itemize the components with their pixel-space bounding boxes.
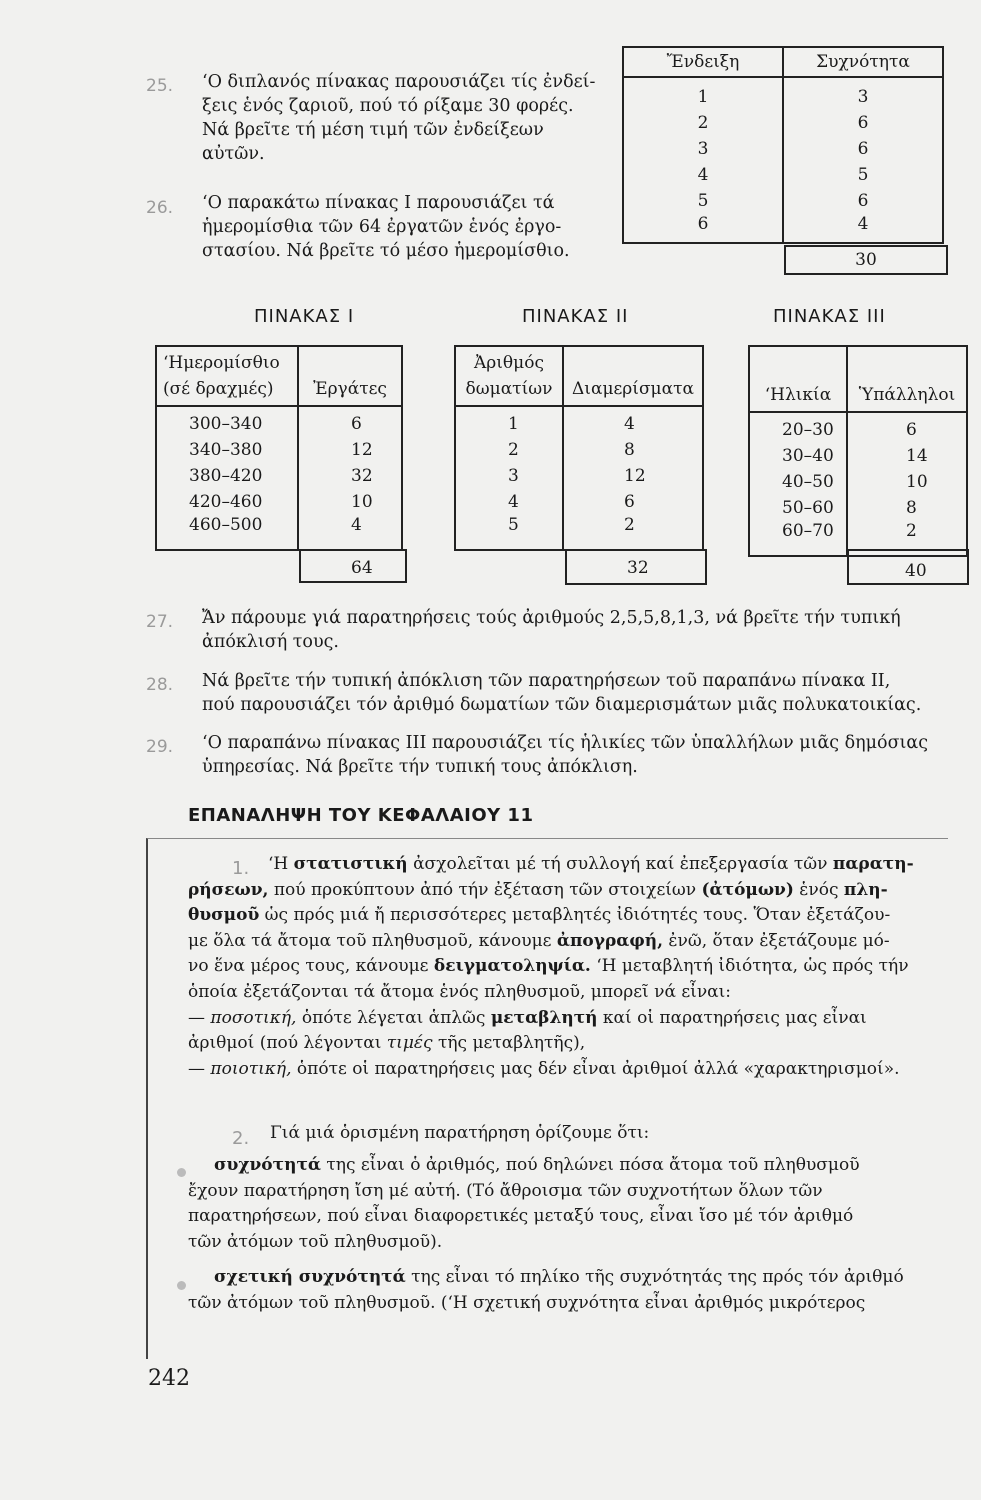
table-cell: 12 <box>563 463 703 489</box>
review-item-2-number: 2. <box>232 1128 250 1149</box>
text-run: ὁπότε λέγεται ἁπλῶς <box>296 1007 491 1028</box>
header-line: (σέ δραχμές) <box>163 379 274 399</box>
table-3-title: ΠΙΝΑΚΑΣ ΙΙΙ <box>773 306 886 327</box>
term-statistics: στατιστική <box>293 854 408 874</box>
review-heading: ΕΠΑΝΑΛΗΨΗ ΤΟΥ ΚΕΦΑΛΑΙΟΥ 11 <box>188 805 534 826</box>
text-line: ξεις ἑνός ζαριοῦ, πού τό ρίξαμε 30 φορές. <box>202 96 574 116</box>
table-3-header-age: ‘Ηλικία <box>749 346 847 412</box>
exercise-27-number: 27. <box>146 612 174 632</box>
table-cell: 2 <box>455 437 563 463</box>
text-line <box>188 903 938 929</box>
text-run: ὡς πρός μιά ἤ περισσότερες μεταβλητές ἰδιότητές τους. Ὅταν ἐξετάζου- <box>259 905 891 926</box>
text-line <box>188 1057 938 1083</box>
term-census: ἀπογραφή, <box>556 930 664 951</box>
table-cell: 4 <box>783 214 943 243</box>
text-line <box>188 878 938 904</box>
text-line: ἡμερομίσθια τῶν 64 ἐργατῶν ἑνός ἐργο- <box>202 217 562 237</box>
text-line: ‘Ο παρακάτω πίνακας Ι παρουσιάζει τά <box>202 193 555 213</box>
table-1 <box>155 345 403 551</box>
table-cell: 60–70 <box>749 521 847 556</box>
table-2-title: ΠΙΝΑΚΑΣ ΙΙ <box>522 306 629 327</box>
table-cell: 2 <box>563 515 703 550</box>
text-line: ‘Ο διπλανός πίνακας παρουσιάζει τίς ἐνδεί- <box>202 72 596 92</box>
header-line: ‘Ημερομίσθιο <box>163 353 280 373</box>
exercise-25-text <box>202 70 595 166</box>
table-cell: 3 <box>783 77 943 110</box>
table-cell: 6 <box>783 110 943 136</box>
exercise-28-text <box>202 669 921 717</box>
text-line: αὐτῶν. <box>202 144 265 164</box>
text-line: Νά βρεῖτε τή μέση τιμή τῶν ἐνδείξεων <box>202 120 544 140</box>
text-run: ‘Η μεταβλητή ἰδιότητα, ὡς πρός τήν <box>590 956 909 977</box>
table-cell: 1 <box>455 406 563 437</box>
text-run: νο ἕνα μέρος τους, κάνουμε <box>188 956 434 977</box>
text-line: ἀπόκλισή τους. <box>202 632 339 652</box>
text-line: ‘Ο παραπάνω πίνακας ΙΙΙ παρουσιάζει τίς ἡλικίες τῶν ὑπαλλήλων μιᾶς δημόσιας <box>202 733 928 753</box>
table-3 <box>748 345 968 557</box>
text-run: τῆς μεταβλητῆς), <box>432 1033 586 1054</box>
term-population-cont: θυσμοῦ <box>188 905 260 926</box>
exercise-27-text <box>202 606 901 654</box>
text-run: ὁπότε οἱ παρατηρήσεις μας δέν εἶναι ἀριθμοί ἀλλά «χαρακτηρισμοί». <box>291 1058 900 1079</box>
text-run: πού προκύπτουν ἀπό τήν ἐξέταση τῶν στοιχείων <box>268 879 702 900</box>
text-line <box>188 954 938 980</box>
text-line: Ἄν πάρουμε γιά παρατηρήσεις τούς ἀριθμούς 2,5,5,8,1,3, νά βρεῖτε τήν τυπική <box>202 608 901 628</box>
text-line: στασίου. Νά βρεῖτε τό μέσο ἡμερομίσθιο. <box>202 241 570 261</box>
table-cell: 5 <box>455 515 563 550</box>
text-line <box>188 1006 938 1032</box>
table-cell: 340–380 <box>156 437 298 463</box>
table-cell: 6 <box>847 412 967 443</box>
table-cell: 4 <box>455 489 563 515</box>
table-cell: 8 <box>847 495 967 521</box>
table-3-header-employees: Ὑπάλληλοι <box>847 346 967 412</box>
text-line: ὁποία ἐξετάζονται τά ἄτομα ἑνός πληθυσμοῦ, μπορεῖ νά εἶναι: <box>188 981 732 1002</box>
table-cell: 6 <box>783 188 943 214</box>
table-cell: 5 <box>623 188 783 214</box>
text-line: ἔχουν παρατήρηση ἴση μέ αὐτή. (Τό ἄθροισμα τῶν συχνοτήτων ὅλων τῶν <box>188 1180 823 1201</box>
table-cell: 30–40 <box>749 443 847 469</box>
text-run: ἀριθμοί (πού λέγονται <box>188 1033 387 1054</box>
table-cell: 6 <box>563 489 703 515</box>
text-run: ἀσχολεῖται μέ τή συλλογή καί ἐπεξεργασία τῶν <box>407 854 833 874</box>
table-cell: 4 <box>298 515 402 550</box>
table-cell: 10 <box>298 489 402 515</box>
exercise-26-number: 26. <box>146 198 174 218</box>
table-2-header-rooms <box>455 346 563 406</box>
text-line <box>188 1031 938 1057</box>
exercise-29-number: 29. <box>146 737 174 757</box>
table-1-title: ΠΙΝΑΚΑΣ Ι <box>254 306 355 327</box>
text-line: παρατηρήσεων, πού εἶναι διαφορετικές μεταξύ τους, εἶναι ἴσο μέ τόν ἀριθμό <box>188 1206 854 1227</box>
table-cell: 4 <box>563 406 703 437</box>
table-2-total: 32 <box>565 549 707 585</box>
table-cell: 1 <box>623 77 783 110</box>
table-cell: 50–60 <box>749 495 847 521</box>
frequency-definition <box>188 1153 938 1255</box>
table-cell: 12 <box>298 437 402 463</box>
text-line <box>188 1153 938 1179</box>
text-line <box>188 929 938 955</box>
text-run: της εἶναι ὁ ἀριθμός, πού δηλώνει πόσα ἄτομα τοῦ πληθυσμοῦ <box>320 1155 860 1175</box>
review-item-2-intro: Γιά μιά ὁρισμένη παρατήρηση ὁρίζουμε ὅτι: <box>270 1123 650 1143</box>
text-run: ἐνῶ, ὅταν ἐξετάζουμε μό- <box>663 930 890 951</box>
exercise-25-number: 25. <box>146 76 174 96</box>
table-1-header-wage <box>156 346 298 406</box>
text-line <box>188 1265 938 1291</box>
table-cell: 3 <box>623 136 783 162</box>
dice-header-frequency: Συχνότητα <box>783 47 943 77</box>
table-cell: 460–500 <box>156 515 298 550</box>
dash: — <box>188 1058 211 1079</box>
dice-total: 30 <box>784 245 948 275</box>
term-qualitative: ποιοτική, <box>210 1058 292 1079</box>
relative-frequency-definition <box>188 1265 938 1316</box>
header-line: Ἀριθμός <box>474 353 544 373</box>
table-cell: 20–30 <box>749 412 847 443</box>
text-line <box>188 852 938 878</box>
table-cell: 10 <box>847 469 967 495</box>
term-observations-cont: ρήσεων, <box>188 879 269 900</box>
table-cell: 4 <box>623 162 783 188</box>
table-cell: 5 <box>783 162 943 188</box>
page-number: 242 <box>148 1366 190 1391</box>
term-relative-frequency: σχετική συχνότητά <box>214 1267 406 1287</box>
table-1-header-workers: Ἐργάτες <box>298 346 402 406</box>
term-variable: μεταβλητή <box>490 1007 598 1028</box>
text-run: ἑνός <box>793 879 844 900</box>
text-line: τῶν ἀτόμων τοῦ πληθυσμοῦ. (‘Η σχετική συχνότητα εἶναι ἀριθμός μικρότερος <box>188 1292 866 1313</box>
table-cell: 14 <box>847 443 967 469</box>
text-run: καί οἱ παρατηρήσεις μας εἶναι <box>597 1007 867 1028</box>
table-2-header-apartments: Διαμερίσματα <box>563 346 703 406</box>
term-population: πλη- <box>843 879 888 900</box>
text-line: Νά βρεῖτε τήν τυπική ἀπόκλιση τῶν παρατηρήσεων τοῦ παραπάνω πίνακα ΙΙ, <box>202 671 891 691</box>
text-run: ‘Η <box>268 854 294 874</box>
term-sampling: δειγματοληψία. <box>433 956 591 977</box>
review-item-1-number: 1. <box>232 858 250 879</box>
review-paragraph-1 <box>188 852 938 1082</box>
table-cell: 40–50 <box>749 469 847 495</box>
exercise-28-number: 28. <box>146 675 174 695</box>
header-line: δωματίων <box>465 379 553 399</box>
table-cell: 6 <box>783 136 943 162</box>
dice-header-indication: Ἔνδειξη <box>623 47 783 77</box>
table-cell: 380–420 <box>156 463 298 489</box>
bullet-icon <box>177 1281 186 1290</box>
table-cell: 8 <box>563 437 703 463</box>
term-frequency: συχνότητά <box>214 1155 321 1175</box>
table-1-total: 64 <box>299 549 407 583</box>
table-2 <box>454 345 704 551</box>
term-quantitative: ποσοτική, <box>210 1007 297 1028</box>
table-cell: 420–460 <box>156 489 298 515</box>
bullet-icon <box>177 1168 186 1177</box>
term-individuals: (ἀτόμων) <box>701 879 794 900</box>
exercise-26-text <box>202 191 570 263</box>
text-line: τῶν ἀτόμων τοῦ πληθυσμοῦ). <box>188 1231 443 1252</box>
text-run: με ὅλα τά ἄτομα τοῦ πληθυσμοῦ, κάνουμε <box>188 930 557 951</box>
dash: — <box>188 1007 211 1028</box>
term-observations: παρατη- <box>832 854 914 874</box>
exercise-29-text <box>202 731 928 779</box>
table-cell: 6 <box>623 214 783 243</box>
text-line: ὑπηρεσίας. Νά βρεῖτε τήν τυπική τους ἀπόκλιση. <box>202 757 638 777</box>
table-cell: 3 <box>455 463 563 489</box>
table-cell: 2 <box>847 521 967 556</box>
table-cell: 6 <box>298 406 402 437</box>
text-run: της εἶναι τό πηλίκο τῆς συχνότητάς της πρός τόν ἀριθμό <box>405 1267 904 1287</box>
table-3-total: 40 <box>847 549 969 585</box>
table-cell: 2 <box>623 110 783 136</box>
table-cell: 32 <box>298 463 402 489</box>
term-values: τιμές <box>386 1033 433 1054</box>
dice-table <box>622 46 944 244</box>
text-line: πού παρουσιάζει τόν ἀριθμό δωματίων τῶν διαμερισμάτων μιᾶς πολυκατοικίας. <box>202 695 922 715</box>
table-cell: 300–340 <box>156 406 298 437</box>
